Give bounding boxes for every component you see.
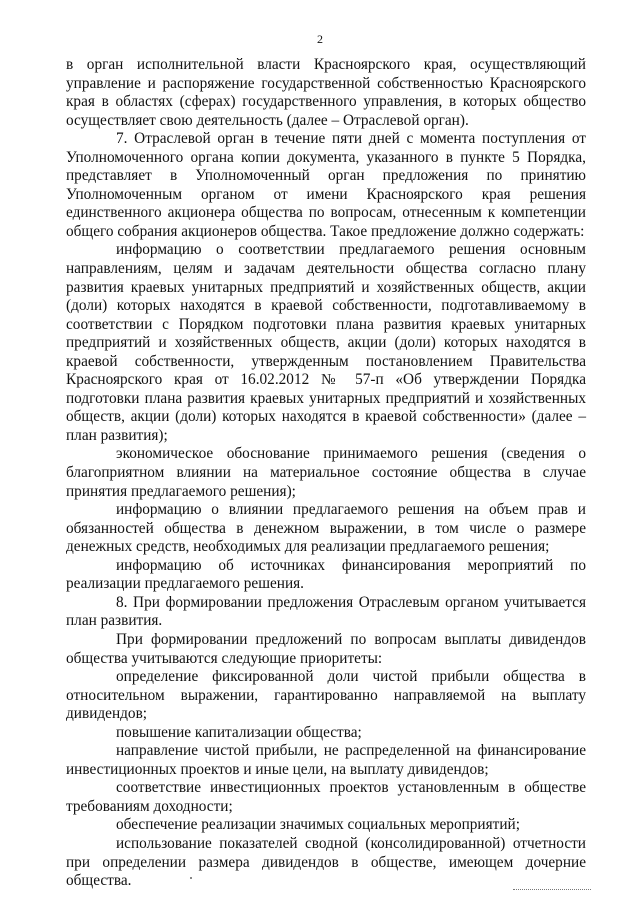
paragraph-info-funding-sources: информацию об источниках финансирования мероприятий по реализации предлагаемого решения. [66,556,586,593]
paragraph-item-7: 7. Отраслевой орган в течение пяти дней с момента поступления от Уполномоченного органа копии документа, указанного в пункте 5 Порядка, представляет в Уполномоченный орган предложения по принятию Уполномоченным органом от имени Красноярского края решения единственного акционера общества по вопросам, отнесенным к компетенции общего собрания акционеров общества. Такое предложение должно содержать: [66,130,586,240]
paragraph-consolidated-reporting: использование показателей сводной (консолидированной) отчетности при определении размера дивидендов в обществе, имеющем дочерние общества. [66,834,586,890]
document-body [66,56,586,891]
paragraph-capitalization: повышение капитализации общества; [116,723,362,741]
scan-dotted-mark [513,889,591,891]
paragraph-item-8: 8. При формировании предложения Отраслевым органом учитывается план развития. [66,593,586,630]
paragraph-info-compliance: информацию о соответствии предлагаемого решения основным направлениям, целям и задачам деятельности общества согласно плану развития краевых унитарных предприятий и хозяйственных обществ, акции (доли) которых находятся в краевой собственности, подготавливаемому в соответствии с Порядком подготовки плана развития краевых унитарных предприятий и хозяйственных обществ, акции (доли) которых находятся в краевой собственности, утвержденным постановлением Правительства Красноярского края от 16.02.2012 № 57-п «Об утверждении Порядка подготовки плана развития краевых унитарных предприятий и хозяйственных обществ, акции (доли) которых находятся в краевой собственности» (далее – план развития); [66,241,586,444]
page-number: 2 [317,32,323,46]
paragraph-info-rights-obligations: информацию о влиянии предлагаемого решения на объем прав и обязанностей общества в денежном выражении, в том числе о размере денежных средств, необходимых для реализации предлагаемого решения; [66,501,586,556]
scan-speck [190,877,192,879]
paragraph-social-measures: обеспечение реализации значимых социальных мероприятий; [116,816,520,834]
paragraph-intro-continuation: в орган исполнительной власти Красноярского края, осуществляющий управление и распоряжение государственной собственностью Красноярского края в областях (сферах) государственного управления, в которых общество осуществляет свою деятельность (далее – Отраслевой орган). [66,56,586,129]
paragraph-net-profit-direction: направление чистой прибыли, не распределенной на финансирование инвестиционных проектов и иные цели, на выплату дивидендов; [66,742,586,778]
paragraph-investment-compliance: соответствие инвестиционных проектов установленным в обществе требованиям доходности; [66,779,586,815]
paragraph-fixed-share: определение фиксированной доли чистой прибыли общества в относительном выражении, гарантированно направляемой на выплату дивидендов; [66,668,586,723]
paragraph-economic-justification: экономическое обоснование принимаемого решения (сведения о благоприятном влиянии на материальное состояние общества в случае принятия предлагаемого решения); [66,445,586,500]
paragraph-dividend-priorities-intro: При формировании предложений по вопросам выплаты дивидендов общества учитываются следующие приоритеты: [66,630,586,667]
